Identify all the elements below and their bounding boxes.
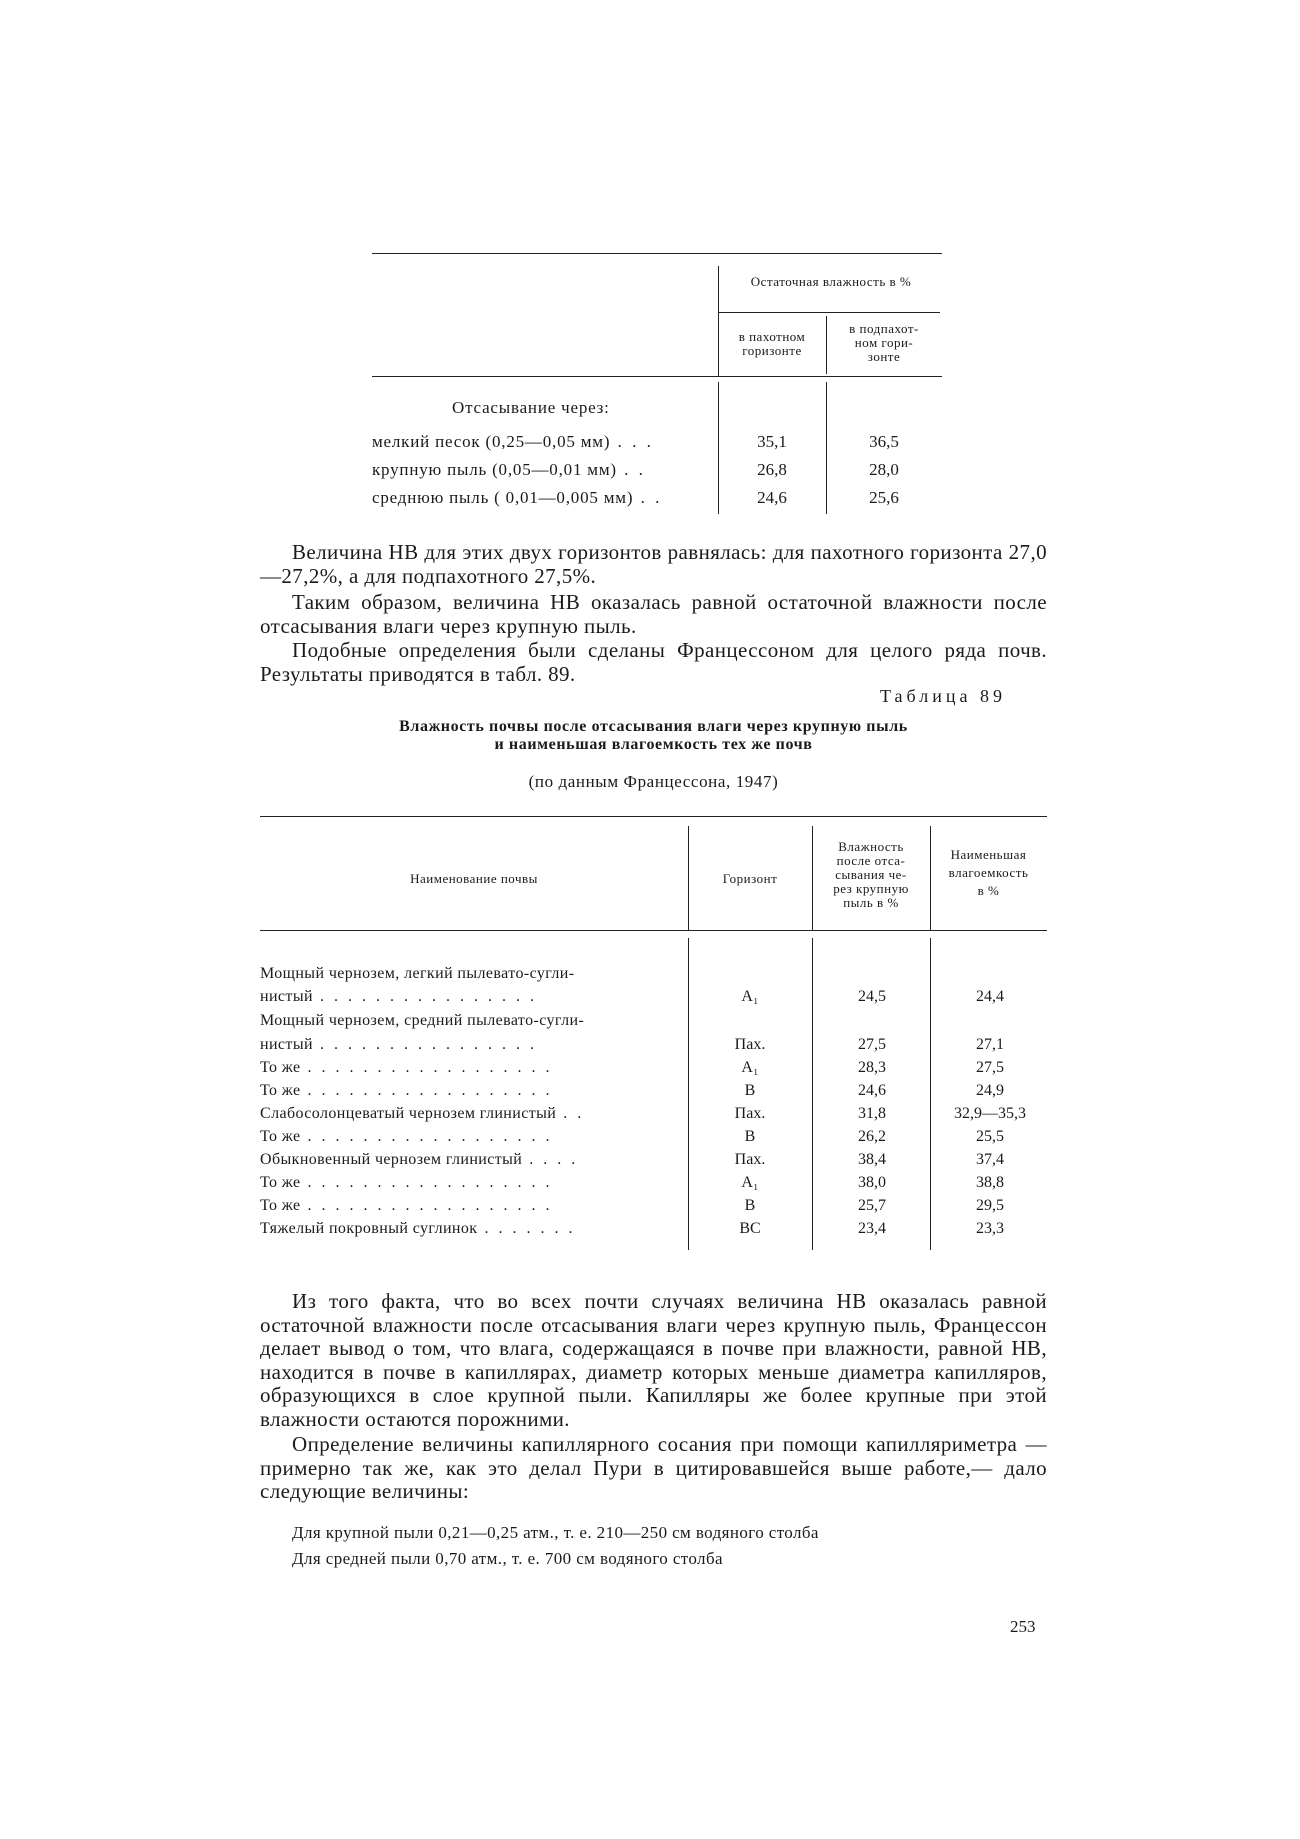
table2-cell-moisture: 28,3 — [858, 1059, 886, 1076]
table2-cell-capacity: 38,8 — [976, 1174, 1004, 1191]
table2-cell-horizon: A₁ — [741, 1059, 759, 1076]
table1-header-rule — [372, 376, 942, 377]
table1-group-rule — [718, 312, 940, 313]
table1-section-label: Отсасывание через: — [452, 398, 610, 417]
table2-cell-capacity: 29,5 — [976, 1197, 1004, 1214]
table2-header-capacity-line: в % — [977, 883, 1000, 898]
paragraph: Из того факта, что во всех почти случаях величина НВ оказалась равной остаточной влажности после отсасывания влаги через крупную пыль, Францессон делает вывод о том, что влага, содержащаяся в почве при влажности, равной НВ, находится в почве в капиллярах, диаметр которых меньше диаметра капилляров, образующихся в слое крупной пыли. Капилляры же более крупные при этой влажности остаются порожними. — [260, 1289, 1047, 1431]
table2-header-rule — [260, 930, 1047, 931]
values-line: Для средней пыли 0,70 атм., т. е. 700 см водяного столба — [292, 1549, 723, 1568]
table2-row-name: Слабосолонцеватый чернозем глинистый . . — [260, 1105, 585, 1122]
table2-row-name: То же . . . . . . . . . . . . . . . . . . — [260, 1082, 553, 1099]
paragraph: Подобные определения были сделаны Францессоном для целого ряда почв. Результаты приводятся в табл. 89. — [260, 638, 1047, 686]
table2-cell-horizon: Пах. — [734, 1151, 766, 1168]
table1-col2-header-line: в подпахот- — [849, 321, 919, 336]
table2-cell-capacity: 37,4 — [976, 1151, 1004, 1168]
table2-header-moisture-line: рез крупную — [833, 881, 909, 896]
table2-row-name: То же . . . . . . . . . . . . . . . . . . — [260, 1174, 553, 1191]
table2-cell-moisture: 24,6 — [858, 1082, 886, 1099]
paragraph: Величина НВ для этих двух горизонтов равнялась: для пахотного горизонта 27,0—27,2%, а для подпахотного 27,5%. — [260, 540, 1047, 588]
table2-row-name: Мощный чернозем, средний пылевато-сугли- — [260, 1012, 585, 1029]
page-number: 253 — [1010, 1617, 1036, 1636]
table2-cell-moisture: 26,2 — [858, 1128, 886, 1145]
table2-top-rule — [260, 816, 1047, 817]
table2-row-name: То же . . . . . . . . . . . . . . . . . . — [260, 1197, 553, 1214]
table1-col2-header-line: ном гори- — [854, 335, 914, 350]
values-line: Для крупной пыли 0,21—0,25 атм., т. е. 210—250 см водяного столба — [292, 1523, 819, 1542]
table2-header-horizon: Горизонт — [722, 871, 778, 886]
table1-cell: 28,0 — [869, 460, 899, 479]
table2-row-name-text: То же — [260, 1128, 301, 1145]
table2-header-name: Наименование почвы — [410, 871, 538, 886]
table1-row-label: среднюю пыль ( 0,01—0,005 мм) . . — [372, 488, 663, 507]
table2-cell-capacity: 24,4 — [976, 988, 1004, 1005]
table2-cell-capacity: 27,1 — [976, 1036, 1004, 1053]
table2-row-name-text: Слабосолонцеватый чернозем глинистый — [260, 1105, 557, 1122]
table2-cell-horizon: A₁ — [741, 1174, 759, 1191]
table2-cell-horizon: BC — [739, 1220, 761, 1237]
table-number-label: Таблица 89 — [880, 686, 1006, 706]
table1-col1-header-line: в пахотном — [738, 329, 806, 344]
table2-row-name: Обыкновенный чернозем глинистый . . . . — [260, 1151, 579, 1168]
paragraph: Определение величины капиллярного сосания при помощи капилляриметра — примерно так же, как это делал Пури в цитировавшейся выше работе,— дало следующие величины: — [260, 1432, 1047, 1503]
table2-cell-moisture: 24,5 — [858, 988, 886, 1005]
table1-group-header: Остаточная влажность в % — [750, 274, 912, 289]
table1-row-label: мелкий песок (0,25—0,05 мм) . . . — [372, 432, 654, 451]
table1-cell: 24,6 — [757, 488, 787, 507]
table2-cell-horizon: Пах. — [734, 1036, 766, 1053]
table2-cell-capacity: 27,5 — [976, 1059, 1004, 1076]
table1-row-label-text: крупную пыль (0,05—0,01 мм) — [372, 460, 617, 479]
table2-header-capacity-line: Наименьшая — [950, 847, 1027, 862]
table2-row-name: Тяжелый покровный суглинок . . . . . . . — [260, 1220, 576, 1237]
table2-row-name: То же . . . . . . . . . . . . . . . . . . — [260, 1128, 553, 1145]
table1-col1-header — [718, 330, 826, 358]
table1-row-label-text: среднюю пыль ( 0,01—0,005 мм) — [372, 488, 634, 507]
table2-body-vrule — [812, 938, 813, 1250]
table2-header-capacity — [930, 846, 1047, 900]
table2-cell-horizon: Пах. — [734, 1105, 766, 1122]
table2-cell-moisture: 31,8 — [858, 1105, 886, 1122]
table2-header-moisture-line: Влажность — [838, 839, 904, 854]
table1-cell: 25,6 — [869, 488, 899, 507]
table1-col2-header — [826, 322, 942, 364]
table2-source: (по данным Францессона, 1947) — [528, 772, 779, 791]
table2-title-line: Влажность почвы после отсасывания влаги через крупную пыль — [399, 718, 908, 735]
table2-title-line: и наименьшая влагоемкость тех же почв — [494, 736, 813, 753]
table2-cell-capacity: 25,5 — [976, 1128, 1004, 1145]
table2-row-name-text: То же — [260, 1197, 301, 1214]
table2-cell-moisture: 38,4 — [858, 1151, 886, 1168]
table2-header-capacity-line: влагоемкость — [948, 865, 1029, 880]
table2-row-name-text: нистый — [260, 988, 313, 1005]
table2-row-name-text: Тяжелый покровный суглинок — [260, 1220, 478, 1237]
table2-cell-moisture: 27,5 — [858, 1036, 886, 1053]
table2-cell-horizon: B — [744, 1197, 756, 1214]
table2-row-name: Мощный чернозем, легкий пылевато-сугли- — [260, 965, 575, 982]
table2-body-vrule — [930, 938, 931, 1250]
table2-cell-capacity: 23,3 — [976, 1220, 1004, 1237]
table1-row-label: крупную пыль (0,05—0,01 мм) . . — [372, 460, 646, 479]
table2-row-name-text: То же — [260, 1174, 301, 1191]
table2-cell-moisture: 38,0 — [858, 1174, 886, 1191]
table2-cell-moisture: 23,4 — [858, 1220, 886, 1237]
table2-cell-horizon: B — [744, 1128, 756, 1145]
table2-cell-horizon: A₁ — [741, 988, 759, 1005]
table2-row-name: нистый . . . . . . . . . . . . . . . . — [260, 988, 537, 1005]
table2-header-moisture-line: после отса- — [836, 853, 906, 868]
table2-row-name-text: нистый — [260, 1036, 313, 1053]
table2-row-name-text: Обыкновенный чернозем глинистый — [260, 1151, 523, 1168]
table2-row-name-text: То же — [260, 1082, 301, 1099]
table2-title — [260, 718, 1047, 754]
table2-row-name-text: То же — [260, 1059, 301, 1076]
table2-cell-capacity: 24,9 — [976, 1082, 1004, 1099]
table2-cell-moisture: 25,7 — [858, 1197, 886, 1214]
paragraph: Таким образом, величина НВ оказалась равной остаточной влажности после отсасывания влаги через крупную пыль. — [260, 590, 1047, 638]
table1-col2-header-line: зонте — [867, 349, 901, 364]
table1-vrule-left — [718, 266, 719, 376]
table2-header-moisture-line: пыль в % — [843, 895, 899, 910]
table2-cell-horizon: B — [744, 1082, 756, 1099]
table2-body-vrule — [688, 938, 689, 1250]
table1-row-label-text: мелкий песок (0,25—0,05 мм) — [372, 432, 611, 451]
table2-header-moisture-line: сывания че- — [835, 867, 907, 882]
table1-top-rule — [372, 253, 942, 254]
table1-cell: 26,8 — [757, 460, 787, 479]
table1-cell: 36,5 — [869, 432, 899, 451]
table1-cell: 35,1 — [757, 432, 787, 451]
table2-row-name: нистый . . . . . . . . . . . . . . . . — [260, 1036, 537, 1053]
table1-col1-header-line: горизонте — [742, 343, 802, 358]
table2-cell-capacity: 32,9—35,3 — [954, 1105, 1026, 1122]
table2-header-moisture — [812, 840, 930, 910]
table2-row-name: То же . . . . . . . . . . . . . . . . . . — [260, 1059, 553, 1076]
